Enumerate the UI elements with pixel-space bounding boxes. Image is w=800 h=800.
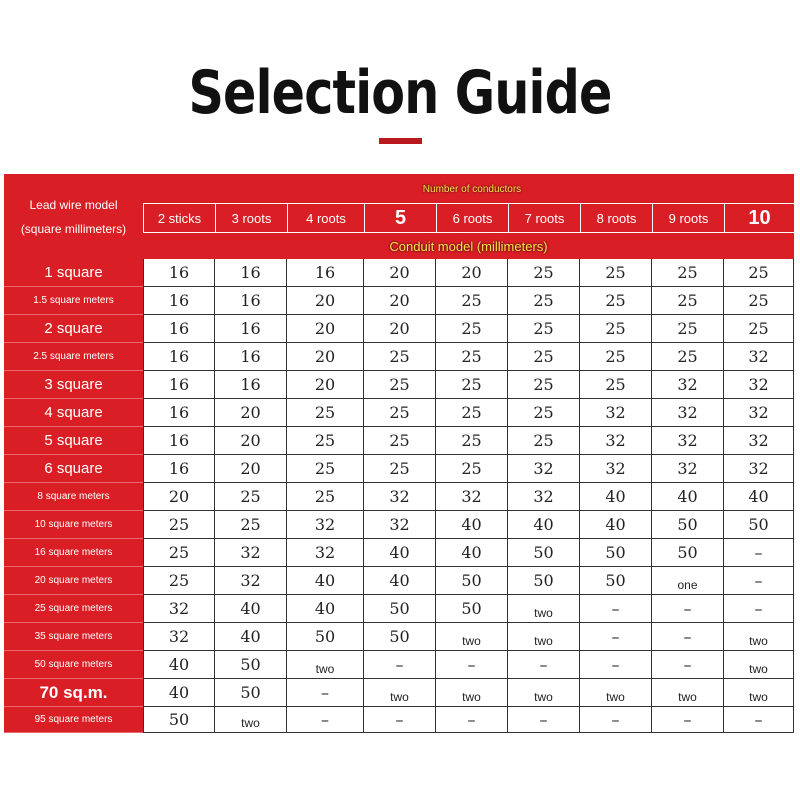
table-cell: 40 bbox=[364, 567, 436, 595]
table-cell: 20 bbox=[215, 427, 287, 455]
conduit-model-label: Conduit model (millimeters) bbox=[143, 233, 794, 259]
table-cell: 25 bbox=[508, 315, 580, 343]
column-header: 2 sticks bbox=[143, 203, 215, 233]
table-cell: – bbox=[652, 707, 724, 733]
table-cell: 32 bbox=[724, 455, 794, 483]
row-label: 3 square bbox=[4, 371, 143, 399]
row-label: 8 square meters bbox=[4, 483, 143, 511]
table-cell: – bbox=[724, 539, 794, 567]
table-cell: 50 bbox=[215, 679, 287, 707]
table-cell: 25 bbox=[287, 399, 364, 427]
table-cell: 32 bbox=[215, 567, 287, 595]
table-cell: 16 bbox=[215, 259, 287, 287]
table-cell: 25 bbox=[436, 455, 508, 483]
table-cell: – bbox=[580, 595, 652, 623]
table-cell: 50 bbox=[436, 567, 508, 595]
table-cell: 40 bbox=[724, 483, 794, 511]
table-cell: 25 bbox=[143, 567, 215, 595]
table-cell: 32 bbox=[580, 455, 652, 483]
table-cell: 20 bbox=[215, 399, 287, 427]
table-cell: 32 bbox=[215, 539, 287, 567]
table-cell: 25 bbox=[724, 259, 794, 287]
table-cell: – bbox=[287, 707, 364, 733]
table-cell: 20 bbox=[436, 259, 508, 287]
table-cell: 50 bbox=[652, 511, 724, 539]
table-cell: 25 bbox=[287, 427, 364, 455]
table-cell: 25 bbox=[215, 511, 287, 539]
table-cell: – bbox=[287, 679, 364, 707]
table-cell: – bbox=[580, 651, 652, 679]
column-header: 8 roots bbox=[580, 203, 652, 233]
table-cell: 25 bbox=[724, 287, 794, 315]
table-cell: 50 bbox=[508, 539, 580, 567]
table-cell: 32 bbox=[652, 371, 724, 399]
table-cell: 20 bbox=[287, 343, 364, 371]
table-cell: 40 bbox=[436, 539, 508, 567]
table-cell: 20 bbox=[287, 287, 364, 315]
row-label: 6 square bbox=[4, 455, 143, 483]
table-cell: 25 bbox=[436, 399, 508, 427]
table-cell: 20 bbox=[287, 315, 364, 343]
table-cell: 25 bbox=[364, 399, 436, 427]
table-cell: two bbox=[508, 679, 580, 707]
table-cell: 40 bbox=[580, 483, 652, 511]
table-cell: 25 bbox=[364, 343, 436, 371]
table-cell: 50 bbox=[436, 595, 508, 623]
table-cell: two bbox=[508, 623, 580, 651]
table-cell: 25 bbox=[580, 259, 652, 287]
table-cell: 50 bbox=[287, 623, 364, 651]
model-label-line2: (square millimeters) bbox=[20, 221, 127, 236]
column-header: 5 bbox=[364, 203, 436, 233]
table-cell: 32 bbox=[287, 511, 364, 539]
table-cell: 25 bbox=[143, 539, 215, 567]
table-cell: 25 bbox=[508, 259, 580, 287]
table-cell: 50 bbox=[580, 539, 652, 567]
table-cell: 25 bbox=[287, 483, 364, 511]
table-cell: 40 bbox=[287, 567, 364, 595]
row-label: 2 square bbox=[4, 315, 143, 343]
table-cell: 25 bbox=[508, 427, 580, 455]
table-cell: 32 bbox=[143, 595, 215, 623]
table-cell: 32 bbox=[508, 455, 580, 483]
table-cell: 50 bbox=[652, 539, 724, 567]
table-cell: 32 bbox=[724, 371, 794, 399]
table-cell: – bbox=[724, 707, 794, 733]
table-cell: – bbox=[436, 707, 508, 733]
table-cell: 25 bbox=[215, 483, 287, 511]
table-cell: 16 bbox=[143, 399, 215, 427]
table-cell: 32 bbox=[652, 455, 724, 483]
table-cell: two bbox=[287, 651, 364, 679]
conductors-label: Number of conductors bbox=[422, 176, 522, 203]
table-cell: 16 bbox=[215, 315, 287, 343]
table-cell: 20 bbox=[364, 287, 436, 315]
table-cell: 25 bbox=[436, 371, 508, 399]
table-cell: 25 bbox=[580, 287, 652, 315]
table-cell: 40 bbox=[143, 679, 215, 707]
table-cell: 32 bbox=[364, 511, 436, 539]
table-cell: 50 bbox=[508, 567, 580, 595]
table-cell: 25 bbox=[364, 371, 436, 399]
table-cell: – bbox=[580, 623, 652, 651]
table-cell: 16 bbox=[215, 371, 287, 399]
table-cell: – bbox=[652, 595, 724, 623]
table-cell: 25 bbox=[508, 371, 580, 399]
table-cell: 20 bbox=[364, 259, 436, 287]
column-header: 7 roots bbox=[508, 203, 580, 233]
table-cell: 16 bbox=[215, 343, 287, 371]
table-cell: 20 bbox=[143, 483, 215, 511]
table-cell: two bbox=[724, 651, 794, 679]
column-header: 10 bbox=[724, 203, 794, 233]
table-cell: one bbox=[652, 567, 724, 595]
column-header: 4 roots bbox=[287, 203, 364, 233]
table-cell: 25 bbox=[436, 287, 508, 315]
table-cell: 40 bbox=[215, 623, 287, 651]
column-header: 6 roots bbox=[436, 203, 508, 233]
row-label: 35 square meters bbox=[4, 623, 143, 651]
table-cell: 25 bbox=[364, 455, 436, 483]
table-cell: 50 bbox=[364, 623, 436, 651]
lead-wire-model-label bbox=[4, 174, 143, 259]
table-cell: 16 bbox=[143, 455, 215, 483]
table-cell: 16 bbox=[143, 343, 215, 371]
table-cell: 32 bbox=[287, 539, 364, 567]
table-cell: 40 bbox=[143, 651, 215, 679]
table-cell: 40 bbox=[580, 511, 652, 539]
table-cell: 16 bbox=[215, 287, 287, 315]
row-label: 4 square bbox=[4, 399, 143, 427]
column-header: 9 roots bbox=[652, 203, 724, 233]
table-cell: 25 bbox=[287, 455, 364, 483]
table-cell: 16 bbox=[143, 371, 215, 399]
row-label: 95 square meters bbox=[4, 707, 143, 733]
table-cell: 32 bbox=[652, 427, 724, 455]
table-cell: 16 bbox=[143, 427, 215, 455]
row-label: 20 square meters bbox=[4, 567, 143, 595]
table-cell: two bbox=[724, 679, 794, 707]
column-header: 3 roots bbox=[215, 203, 287, 233]
table-cell: – bbox=[652, 651, 724, 679]
table-cell: 25 bbox=[436, 343, 508, 371]
table-cell: 32 bbox=[580, 427, 652, 455]
table-cell: – bbox=[364, 707, 436, 733]
table-cell: 25 bbox=[580, 315, 652, 343]
table-cell: – bbox=[724, 567, 794, 595]
table-cell: two bbox=[436, 623, 508, 651]
table-cell: – bbox=[652, 623, 724, 651]
table-cell: 32 bbox=[580, 399, 652, 427]
selection-table bbox=[4, 174, 798, 730]
table-cell: 32 bbox=[508, 483, 580, 511]
table-cell: two bbox=[508, 595, 580, 623]
table-cell: 25 bbox=[143, 511, 215, 539]
row-label: 5 square bbox=[4, 427, 143, 455]
table-cell: 25 bbox=[652, 315, 724, 343]
row-label: 1.5 square meters bbox=[4, 287, 143, 315]
table-cell: 25 bbox=[652, 287, 724, 315]
table-cell: 32 bbox=[652, 399, 724, 427]
table-cell: 50 bbox=[724, 511, 794, 539]
table-cell: 25 bbox=[580, 343, 652, 371]
table-cell: 32 bbox=[436, 483, 508, 511]
model-label-line1: Lead wire model bbox=[29, 197, 118, 212]
table-cell: 25 bbox=[652, 259, 724, 287]
table-cell: 16 bbox=[143, 315, 215, 343]
table-cell: 32 bbox=[724, 343, 794, 371]
table-cell: 25 bbox=[652, 343, 724, 371]
table-cell: 20 bbox=[287, 371, 364, 399]
row-label: 50 square meters bbox=[4, 651, 143, 679]
table-cell: 50 bbox=[580, 567, 652, 595]
table-cell: – bbox=[364, 651, 436, 679]
table-cell: – bbox=[508, 651, 580, 679]
table-cell: 25 bbox=[436, 315, 508, 343]
table-cell: 50 bbox=[364, 595, 436, 623]
table-cell: 20 bbox=[215, 455, 287, 483]
table-cell: 40 bbox=[215, 595, 287, 623]
row-label: 25 square meters bbox=[4, 595, 143, 623]
table-cell: 40 bbox=[508, 511, 580, 539]
table-cell: 32 bbox=[724, 399, 794, 427]
row-label: 2.5 square meters bbox=[4, 343, 143, 371]
table-cell: – bbox=[580, 707, 652, 733]
table-cell: 32 bbox=[364, 483, 436, 511]
table-cell: 40 bbox=[652, 483, 724, 511]
table-cell: 25 bbox=[580, 371, 652, 399]
table-cell: two bbox=[215, 707, 287, 733]
table-cell: – bbox=[724, 595, 794, 623]
table-cell: 50 bbox=[215, 651, 287, 679]
table-cell: 16 bbox=[287, 259, 364, 287]
row-label: 70 sq.m. bbox=[4, 679, 143, 707]
table-cell: 32 bbox=[724, 427, 794, 455]
table-cell: two bbox=[436, 679, 508, 707]
table-cell: 16 bbox=[143, 259, 215, 287]
row-label: 10 square meters bbox=[4, 511, 143, 539]
table-cell: 40 bbox=[436, 511, 508, 539]
table-cell: 16 bbox=[143, 287, 215, 315]
table-cell: two bbox=[724, 623, 794, 651]
table-cell: – bbox=[508, 707, 580, 733]
table-cell: 25 bbox=[724, 315, 794, 343]
table-cell: 50 bbox=[143, 707, 215, 733]
table-cell: 32 bbox=[143, 623, 215, 651]
row-label: 16 square meters bbox=[4, 539, 143, 567]
table-cell: 20 bbox=[364, 315, 436, 343]
page-title: Selection Guide bbox=[188, 58, 612, 128]
title-underline bbox=[379, 138, 422, 144]
table-cell: 25 bbox=[364, 427, 436, 455]
table-cell: 25 bbox=[508, 399, 580, 427]
table-cell: – bbox=[436, 651, 508, 679]
row-label: 1 square bbox=[4, 259, 143, 287]
table-cell: 25 bbox=[436, 427, 508, 455]
table-cell: 40 bbox=[364, 539, 436, 567]
table-cell: 25 bbox=[508, 343, 580, 371]
table-cell: two bbox=[364, 679, 436, 707]
table-cell: two bbox=[652, 679, 724, 707]
table-cell: 25 bbox=[508, 287, 580, 315]
table-cell: two bbox=[580, 679, 652, 707]
table-cell: 40 bbox=[287, 595, 364, 623]
